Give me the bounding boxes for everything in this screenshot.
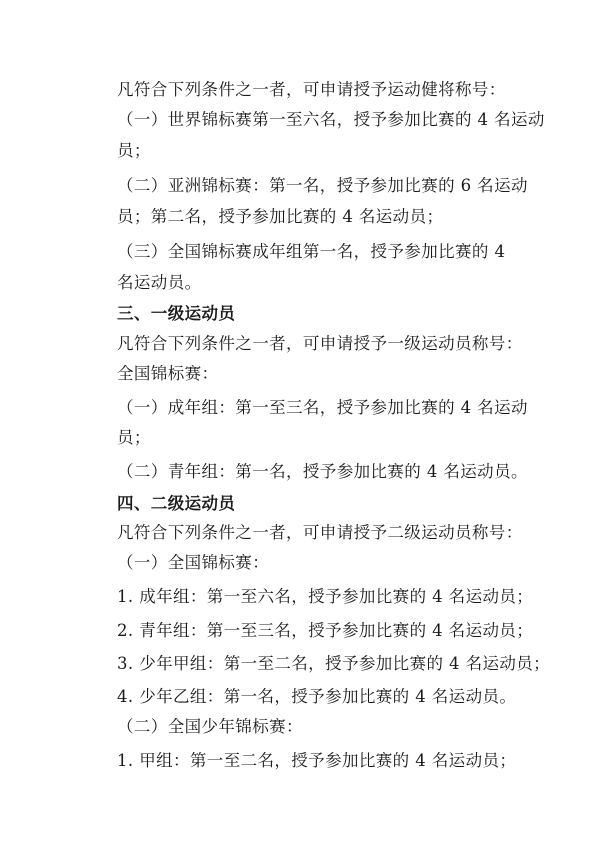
section-4-intro: 凡符合下列条件之一者，可申请授予二级运动员称号： — [117, 523, 523, 542]
section-4-sub-2-item-1: 1. 甲组：第一至二名，授予参加比赛的 4 名运动员； — [117, 751, 517, 770]
section-4-sub-1-item-2: 2. 青年组：第一至三名，授予参加比赛的 4 名运动员； — [117, 621, 534, 640]
elite-item-1-cont: 员； — [117, 141, 151, 160]
section-3-national: 全国锦标赛： — [117, 364, 219, 383]
section-4-sub-1-item-4: 4. 少年乙组：第一名，授予参加比赛的 4 名运动员。 — [117, 687, 517, 706]
section-3-intro: 凡符合下列条件之一者，可申请授予一级运动员称号： — [117, 334, 523, 353]
section-4-sub-2: （二）全国少年锦标赛： — [117, 717, 303, 736]
elite-item-1: （一）世界锦标赛第一至六名，授予参加比赛的 4 名运动 — [117, 110, 545, 129]
elite-item-3-cont: 名运动员。 — [117, 273, 202, 292]
section-4-sub-1-item-3: 3. 少年甲组：第一至二名，授予参加比赛的 4 名运动员； — [117, 654, 551, 673]
elite-item-2-cont: 员；第二名，授予参加比赛的 4 名运动员； — [117, 207, 444, 226]
section-3-item-1: （一）成年组：第一至三名，授予参加比赛的 4 名运动 — [117, 398, 528, 417]
elite-item-2: （二）亚洲锦标赛：第一名，授予参加比赛的 6 名运动 — [117, 176, 528, 195]
section-4-sub-1: （一）全国锦标赛： — [117, 553, 270, 572]
elite-intro: 凡符合下列条件之一者，可申请授予运动健将称号： — [117, 80, 506, 99]
section-3-heading: 三、一级运动员 — [117, 304, 236, 323]
section-4-sub-1-item-1: 1. 成年组：第一至六名，授予参加比赛的 4 名运动员； — [117, 587, 534, 606]
elite-item-3: （三）全国锦标赛成年组第一名，授予参加比赛的 4 — [117, 242, 506, 261]
section-3-item-2: （二）青年组：第一名，授予参加比赛的 4 名运动员。 — [117, 462, 528, 481]
section-4-heading: 四、二级运动员 — [117, 494, 236, 513]
section-3-item-1-cont: 员； — [117, 428, 151, 447]
